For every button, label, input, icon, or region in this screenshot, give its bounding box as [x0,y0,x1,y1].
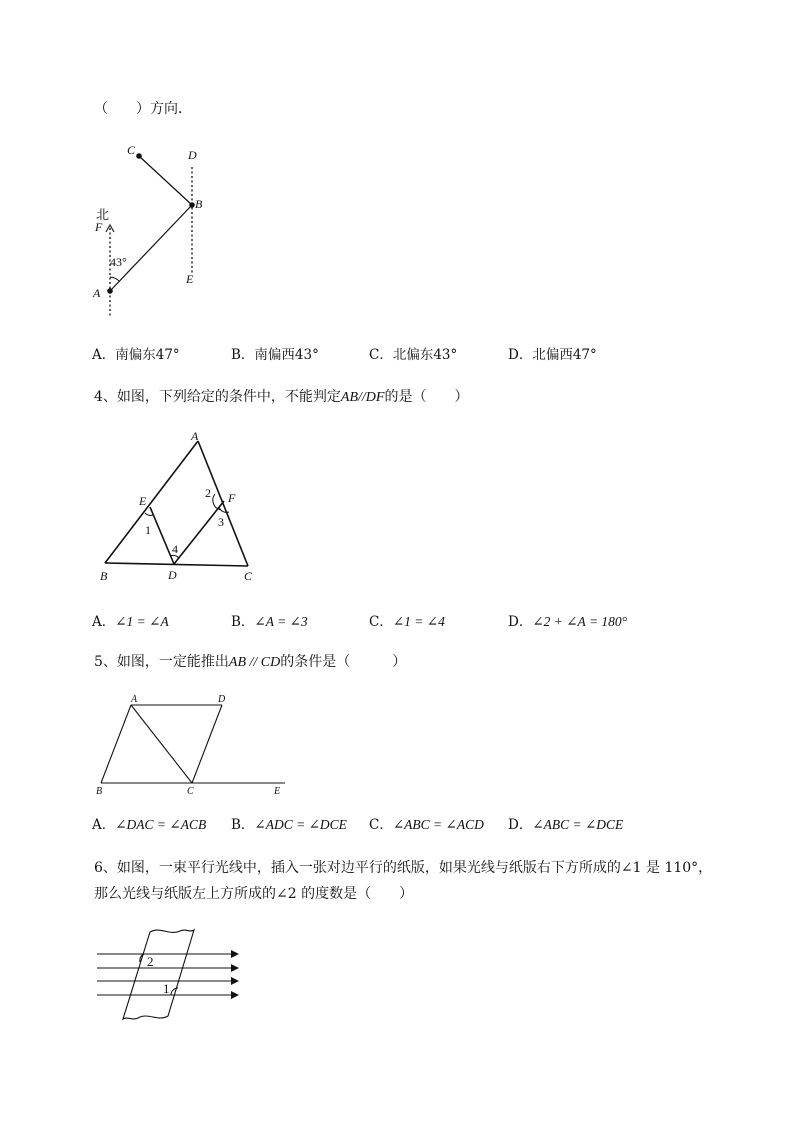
label-D: D [168,568,177,582]
q4-stem: 4、如图，下列给定的条件中，不能判定AB//DF的是（ ） [94,389,469,405]
label-north: 北 [96,208,110,223]
q3-option-d[interactable]: D．北偏西47° [508,347,597,363]
label-D: D [218,694,226,705]
q3-stem-tail: （ ）方向． [94,101,192,117]
label-D: D [188,148,197,162]
label-E: E [186,272,194,286]
label-E: E [274,786,281,797]
q4-option-a[interactable]: A．∠1 = ∠A [92,614,169,630]
q5-option-c[interactable]: C．∠ABC = ∠ACD [369,817,484,833]
label-A: A [131,694,138,705]
q6-stem-line1: 6、如图，一束平行光线中，插入一张对边平行的纸版，如果光线与纸版右下方所成的∠1 是 110°， [94,860,713,876]
label-angle-2: 2 [205,486,211,500]
label-angle-4: 4 [172,542,178,556]
label-C: C [244,569,253,583]
label-C: C [127,143,136,157]
label-F: F [228,491,236,505]
label-F: F [95,220,103,234]
label-B: B [96,786,103,797]
label-C: C [187,786,194,797]
q5-option-a[interactable]: A．∠DAC = ∠ACB [92,817,207,833]
q4-option-d[interactable]: D．∠2 + ∠A = 180° [508,614,628,630]
label-angle-3: 3 [218,515,224,529]
label-angle-1: 1 [163,981,170,996]
q3-option-c[interactable]: C．北偏东43° [369,347,458,363]
q3-option-a[interactable]: A．南偏东47° [92,347,180,363]
q5-option-d[interactable]: D．∠ABC = ∠DCE [508,817,624,833]
cardboard-outline [123,930,194,1019]
label-angle-1: 1 [145,523,151,537]
q5-option-b[interactable]: B．∠ADC = ∠DCE [231,817,347,833]
q4-option-b[interactable]: B．∠A = ∠3 [231,614,308,630]
label-A: A [191,429,199,443]
label-angle-2: 2 [147,954,154,969]
q4-option-c[interactable]: C．∠1 = ∠4 [369,614,445,630]
label-B: B [195,197,203,211]
q6-stem-line2: 那么光线与纸版左上方所成的∠2 的度数是（ ） [94,886,414,902]
label-angle-43: 43° [110,255,127,269]
label-A: A [93,286,101,300]
q5-stem: 5、如图，一定能推出AB // CD的条件是（ ） [94,654,407,670]
q3-option-b[interactable]: B．南偏西43° [231,347,319,363]
label-E: E [139,494,147,508]
label-B: B [100,569,108,583]
